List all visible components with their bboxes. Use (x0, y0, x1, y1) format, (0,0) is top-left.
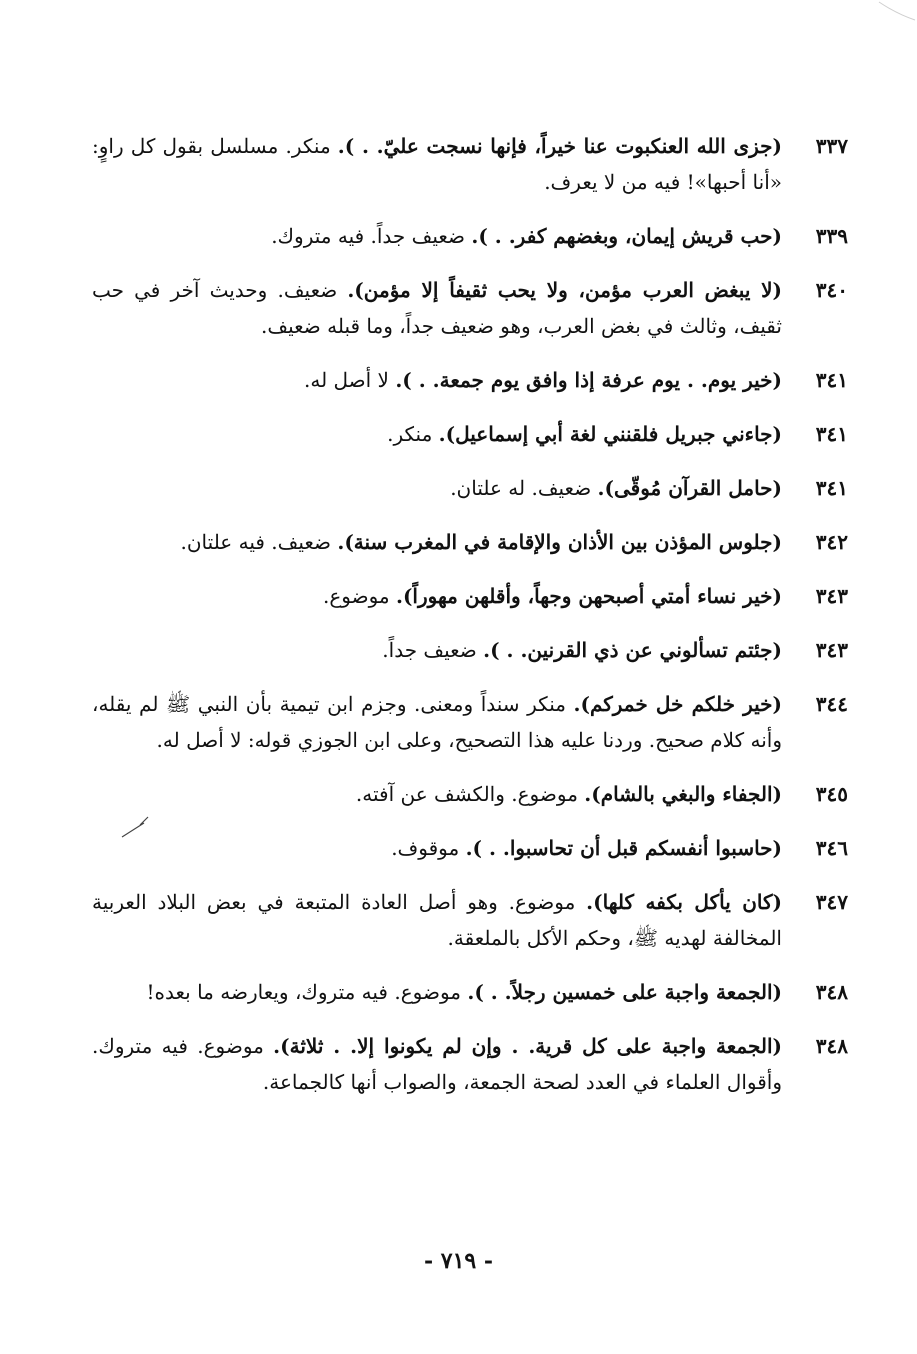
entry-number: ٣٣٧ (815, 134, 848, 158)
hadith-verdict: لا أصل له. (303, 368, 396, 392)
hadith-entry (92, 416, 852, 452)
entry-number: ٣٤١ (815, 476, 848, 500)
entry-text (92, 884, 790, 956)
hadith-entry (92, 218, 852, 254)
hadith-verdict: موضوع. فيه متروك، ويعارضه ما بعده! (146, 980, 468, 1004)
entry-number: ٣٤٣ (815, 638, 848, 662)
hadith-entry (92, 632, 852, 668)
hadith-entry-list (92, 128, 852, 1118)
hadith-entry (92, 776, 852, 812)
entry-text (92, 362, 790, 398)
entry-text (92, 632, 790, 668)
entry-text (92, 416, 790, 452)
entry-text (92, 578, 790, 614)
entry-number: ٣٤٤ (815, 692, 848, 716)
hadith-text: (جلوس المؤذن بين الأذان والإقامة في المغرب سنة). (337, 530, 782, 554)
hadith-text: (الجمعة واجبة على خمسين رجلاً. . ). (467, 980, 782, 1004)
hadith-text: (خير خلكم خل خمركم). (573, 692, 783, 716)
entry-text (92, 524, 790, 560)
hadith-entry (92, 884, 852, 956)
hadith-verdict: منكر. (387, 422, 439, 446)
hadith-text: (لا يبغض العرب مؤمن، ولا يحب ثقيفاً إلا مؤمن). (347, 278, 782, 302)
pen-stroke-mark (120, 815, 150, 839)
hadith-verdict: موضوع. فيه متروك. وأقوال العلماء في العدد لصحة الجمعة، والصواب أنها كالجماعة. (92, 1034, 782, 1094)
entry-text (92, 776, 790, 812)
hadith-verdict: ضعيف جداً. (382, 638, 484, 662)
entry-number: ٣٤٣ (815, 584, 848, 608)
hadith-entry (92, 830, 852, 866)
hadith-verdict: منكر. مسلسل بقول كل راوٍ: «أنا أحبها»! فيه من لا يعرف. (92, 134, 782, 194)
entry-text (92, 218, 790, 254)
hadith-text: (حاسبوا أنفسكم قبل أن تحاسبوا. . ). (465, 836, 782, 860)
entry-number: ٣٣٩ (815, 224, 848, 248)
hadith-entry (92, 524, 852, 560)
entry-number: ٣٤٧ (815, 890, 848, 914)
entry-number: ٣٤١ (815, 422, 848, 446)
hadith-text: (جئتم تسألوني عن ذي القرنين. . ). (483, 638, 782, 662)
page-number: - ٧١٩ - (423, 1248, 494, 1274)
entry-number: ٣٤٢ (815, 530, 848, 554)
entry-text (92, 686, 790, 758)
hadith-entry (92, 272, 852, 344)
hadith-verdict: موضوع. (322, 584, 396, 608)
hadith-text: (جاءني جبريل فلقنني لغة أبي إسماعيل). (438, 422, 782, 446)
entry-number: ٣٤٦ (815, 836, 848, 860)
entry-number: ٣٤٥ (815, 782, 848, 806)
hadith-verdict: موضوع. والكشف عن آفته. (355, 782, 585, 806)
entry-number: ٣٤٠ (815, 278, 848, 302)
hadith-text: (حب قريش إيمان، وبغضهم كفر. . ). (471, 224, 782, 248)
entry-text (92, 830, 790, 866)
hadith-entry (92, 578, 852, 614)
scan-corner-mark (877, 0, 917, 22)
hadith-verdict: ضعيف. له علتان. (450, 476, 598, 500)
entry-number: ٣٤٨ (815, 1034, 848, 1058)
hadith-verdict: ضعيف. وحديث آخر في حب ثقيف، وثالث في بغض العرب، وهو ضعيف جداً، وما قبله ضعيف. (92, 278, 782, 338)
hadith-entry (92, 362, 852, 398)
hadith-text: (الجفاء والبغي بالشام). (584, 782, 782, 806)
hadith-verdict: ضعيف جداً. فيه متروك. (271, 224, 472, 248)
entry-text (92, 1028, 790, 1100)
hadith-verdict: ضعيف. فيه علتان. (180, 530, 338, 554)
entry-text (92, 128, 790, 200)
hadith-entry (92, 686, 852, 758)
hadith-text: (الجمعة واجبة على كل قرية. . وإن لم يكونوا إلا. . ثلاثة). (273, 1034, 782, 1058)
hadith-entry (92, 1028, 852, 1100)
entry-number: ٣٤٨ (815, 980, 848, 1004)
hadith-text: (خير نساء أمتي أصبحهن وجهاً، وأقلهن مهوراً). (395, 584, 782, 608)
hadith-entry (92, 974, 852, 1010)
hadith-verdict: موقوف. (391, 836, 466, 860)
hadith-verdict: منكر سنداً ومعنى. وجزم ابن تيمية بأن النبي ﷺ لم يقله، وأنه كلام صحيح. وردنا عليه هذا التصحيح، وعلى ابن الجوزي قوله: لا أصل له. (92, 692, 782, 752)
entry-text (92, 974, 790, 1010)
hadith-text: (خير يوم. . يوم عرفة إذا وافق يوم جمعة. . ). (395, 368, 782, 392)
hadith-text: (حامل القرآن مُوقّى). (597, 476, 782, 500)
entry-text (92, 470, 790, 506)
hadith-entry (92, 128, 852, 200)
hadith-entry (92, 470, 852, 506)
hadith-text: (كان يأكل بكفه كلها). (586, 890, 782, 914)
entry-number: ٣٤١ (815, 368, 848, 392)
hadith-verdict: موضوع. وهو أصل العادة المتبعة في بعض البلاد العربية المخالفة لهديه ﷺ، وحكم الأكل بالملعقة. (92, 890, 782, 950)
entry-text (92, 272, 790, 344)
hadith-text: (جزى الله العنكبوت عنا خيراً، فإنها نسجت عليّ. . ). (337, 134, 783, 158)
